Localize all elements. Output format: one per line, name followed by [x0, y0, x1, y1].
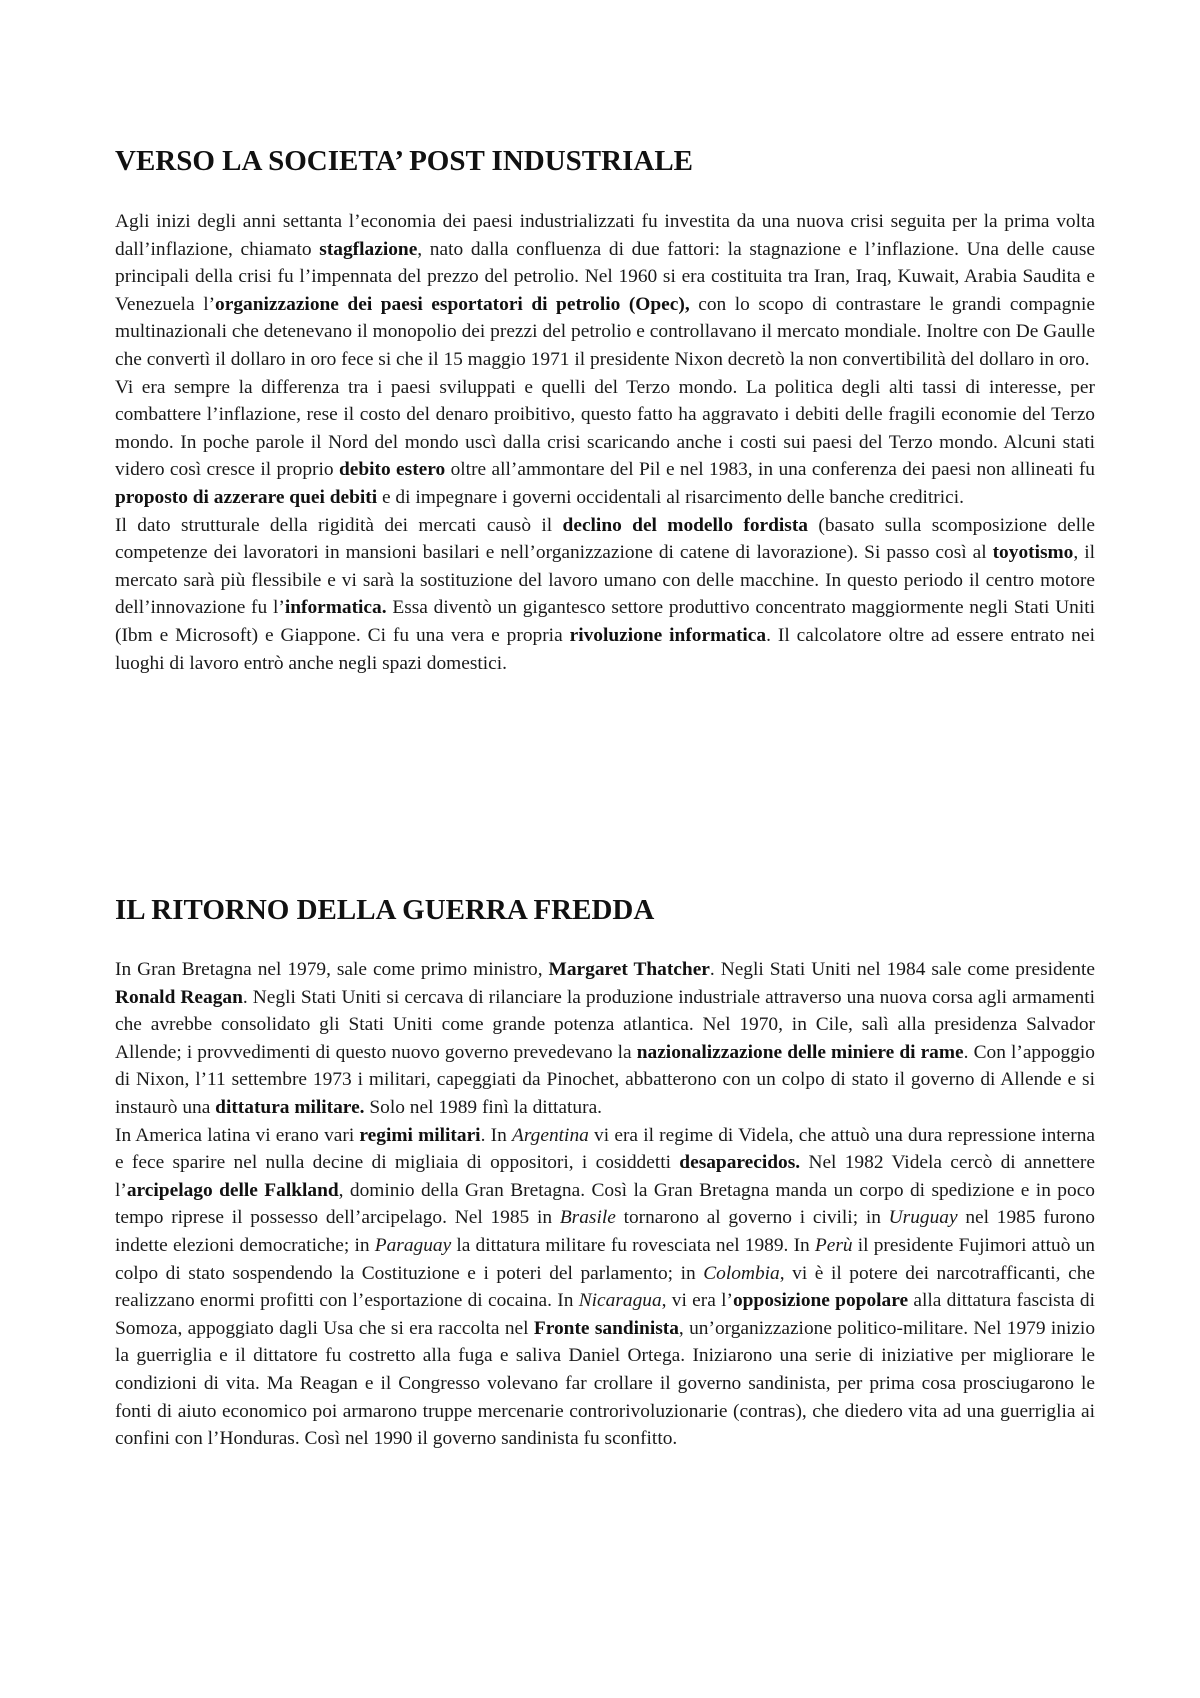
italic-term: Perù	[814, 1234, 853, 1256]
bold-term: opposizione popolare	[732, 1290, 909, 1312]
section-title-post-industriale: VERSO LA SOCIETA’ POST INDUSTRIALE	[115, 145, 694, 177]
text-run: vi era il regime di Videla, che attuò una dura repressione interna e fece sparire nel nulla decine di migliaia di oppositori, i cosiddetti	[115, 1124, 1096, 1174]
text-run: con lo scopo di contrastare le grandi compagnie multinazionali che detenevano il monopolio dei prezzi del petrolio e controllavano il mercato mondiale. Inoltre con De Gaulle che convertì il dollaro in oro fece si che il 15 maggio 1971 il presidente Nixon decretò la non convertibilità del dollaro in oro.	[115, 293, 1095, 370]
bold-term: proposto di azzerare quei debiti	[115, 486, 378, 508]
italic-term: Argentina	[512, 1124, 589, 1146]
bold-term: stagflazione	[319, 238, 418, 260]
bold-term: Fronte sandinista	[533, 1317, 679, 1339]
bold-term: dittatura militare.	[215, 1096, 365, 1118]
paragraph	[115, 374, 1095, 512]
text-run: , vi è il potere dei narcotrafficanti, che realizzano enormi profitti con l’esportazione di cocaina. In	[115, 1262, 1095, 1312]
text-run: la dittatura militare fu rovesciata nel 1989. In	[451, 1234, 815, 1256]
bold-term: desaparecidos.	[679, 1152, 801, 1174]
text-run: , il mercato sarà più flessibile e vi sarà la sostituzione del lavoro umano con delle macchine. In questo periodo il centro motore dell’innovazione fu l’	[115, 542, 1095, 619]
text-run: . Il calcolatore oltre ad essere entrato nei luoghi di lavoro entrò anche negli spazi domestici.	[115, 624, 1095, 674]
text-run: oltre all’ammontare del Pil e nel 1983, in una conferenza dei paesi non allineati fu	[445, 459, 1095, 481]
text-run: il presidente Fujimori attuò un colpo di stato sospendendo la Costituzione e i poteri del parlamento; in	[115, 1234, 1095, 1284]
bold-term: informatica.	[284, 597, 387, 619]
italic-term: Brasile	[559, 1207, 616, 1229]
text-run: . Con l’appoggio di Nixon, l’11 settembre 1973 i militari, capeggiati da Pinochet, abbatterono con un colpo di stato il governo di Allende e si instaurò una	[115, 1041, 1095, 1118]
paragraph	[115, 1122, 1095, 1453]
bold-term: Margaret Thatcher	[548, 959, 710, 980]
bold-term: declino del modello fordista	[562, 514, 809, 536]
italic-term: Nicaragua	[578, 1290, 662, 1312]
paragraph	[115, 956, 1095, 1122]
text-run: Agli inizi degli anni settanta l’economia dei paesi industrializzati fu investita da una nuova crisi seguita per la prima volta dall’inflazione, chiamato	[115, 211, 1095, 260]
text-run: nel 1985 furono indette elezioni democratiche; in	[115, 1207, 1095, 1256]
italic-term: Colombia	[703, 1262, 780, 1284]
text-run: alla dittatura fascista di Somoza, appoggiato dagli Usa che si era raccolta nel	[115, 1290, 1095, 1339]
text-run: Il dato strutturale della rigidità dei mercati causò il	[115, 514, 563, 536]
text-run: tornarono al governo i civili; in	[615, 1207, 889, 1229]
text-run: . In	[480, 1124, 512, 1146]
paragraph	[115, 208, 1095, 374]
text-run: , dominio della Gran Bretagna. Così la Gran Bretagna manda un corpo di spedizione e in poco tempo riprese il possesso dell’arcipelago. Nel 1985 in	[115, 1179, 1096, 1229]
text-run: , nato dalla confluenza di due fattori: la stagnazione e l’inflazione. Una delle cause principali della crisi fu l’impennata del prezzo del petrolio. Nel 1960 si era costituita tra Iran, Iraq, Kuwait, Arabia Saudita e Venezuela l’	[115, 238, 1095, 315]
text-run: , vi era l’	[661, 1290, 733, 1312]
bold-term: nazionalizzazione delle miniere di rame	[636, 1041, 964, 1063]
text-run: , un’organizzazione politico-militare. Nel 1979 inizio la guerriglia e il dittatore fu costretto alla fuga e saliva Daniel Ortega. Iniziarono una serie di iniziative per migliorare le condizioni di vita. Ma Reagan e il Congresso volevano far crollare il governo sandinista, per prima cosa prosciugarono le fonti di aiuto economico poi armarono truppe mercenarie controrivoluzionarie (contras), che diedero vita ad una guerriglia ai confini con l’Honduras. Così nel 1990 il governo sandinista fu sconfitto.	[115, 1317, 1096, 1450]
text-run: Vi era sempre la differenza tra i paesi sviluppati e quelli del Terzo mondo. La politica degli alti tassi di interesse, per combattere l’inflazione, rese il costo del denaro proibitivo, questo fatto ha aggravato i debiti delle fragili economie del Terzo mondo. In poche parole il Nord del mondo uscì dalla crisi scaricando anche i costi sui paesi del Terzo mondo. Alcuni stati videro così cresce il proprio	[115, 376, 1095, 481]
text-run: In America latina vi erano vari	[115, 1124, 360, 1146]
bold-term: debito estero	[338, 459, 446, 481]
text-run: Solo nel 1989 finì la dittatura.	[364, 1096, 603, 1118]
bold-term: organizzazione dei paesi esportatori di petrolio (Opec),	[215, 293, 690, 315]
bold-term: rivoluzione informatica	[569, 624, 767, 646]
text-run: . Negli Stati Uniti si cercava di rilanciare la produzione industriale attraverso una nuova corsa agli armamenti che avrebbe consolidato gli Stati Uniti come grande potenza atlantica. Nel 1970, in Cile, salì alla presidenza Salvador Allende; i provvedimenti di questo nuovo governo prevedevano la	[115, 986, 1095, 1063]
bold-term: arcipelago delle Falkland	[126, 1179, 339, 1201]
section-body-guerra-fredda	[115, 956, 1095, 1453]
italic-term: Uruguay	[888, 1207, 958, 1229]
italic-term: Paraguay	[374, 1234, 452, 1256]
text-run: Nel 1982 Videla cercò di annettere l’	[115, 1152, 1095, 1201]
text-run: Essa diventò un gigantesco settore produttivo concentrato maggiormente negli Stati Uniti (Ibm e Microsoft) e Giappone. Ci fu una vera e propria	[115, 597, 1095, 646]
text-run: (basato sulla scomposizione delle competenze dei lavoratori in mansioni basilari e nell’organizzazione di catene di lavorazione). Si passo così al	[115, 514, 1096, 564]
section-body-post-industriale	[115, 208, 1095, 677]
text-run: In Gran Bretagna nel 1979, sale come primo ministro,	[115, 959, 549, 980]
text-run: . Negli Stati Uniti nel 1984 sale come presidente	[709, 959, 1095, 980]
section-title-guerra-fredda: IL RITORNO DELLA GUERRA FREDDA	[115, 894, 655, 926]
text-run: e di impegnare i governi occidentali al risarcimento delle banche creditrici.	[377, 486, 964, 508]
bold-term: Ronald Reagan	[115, 986, 243, 1008]
bold-term: regimi militari	[359, 1124, 481, 1146]
paragraph	[115, 512, 1095, 678]
bold-term: toyotismo	[992, 542, 1074, 564]
